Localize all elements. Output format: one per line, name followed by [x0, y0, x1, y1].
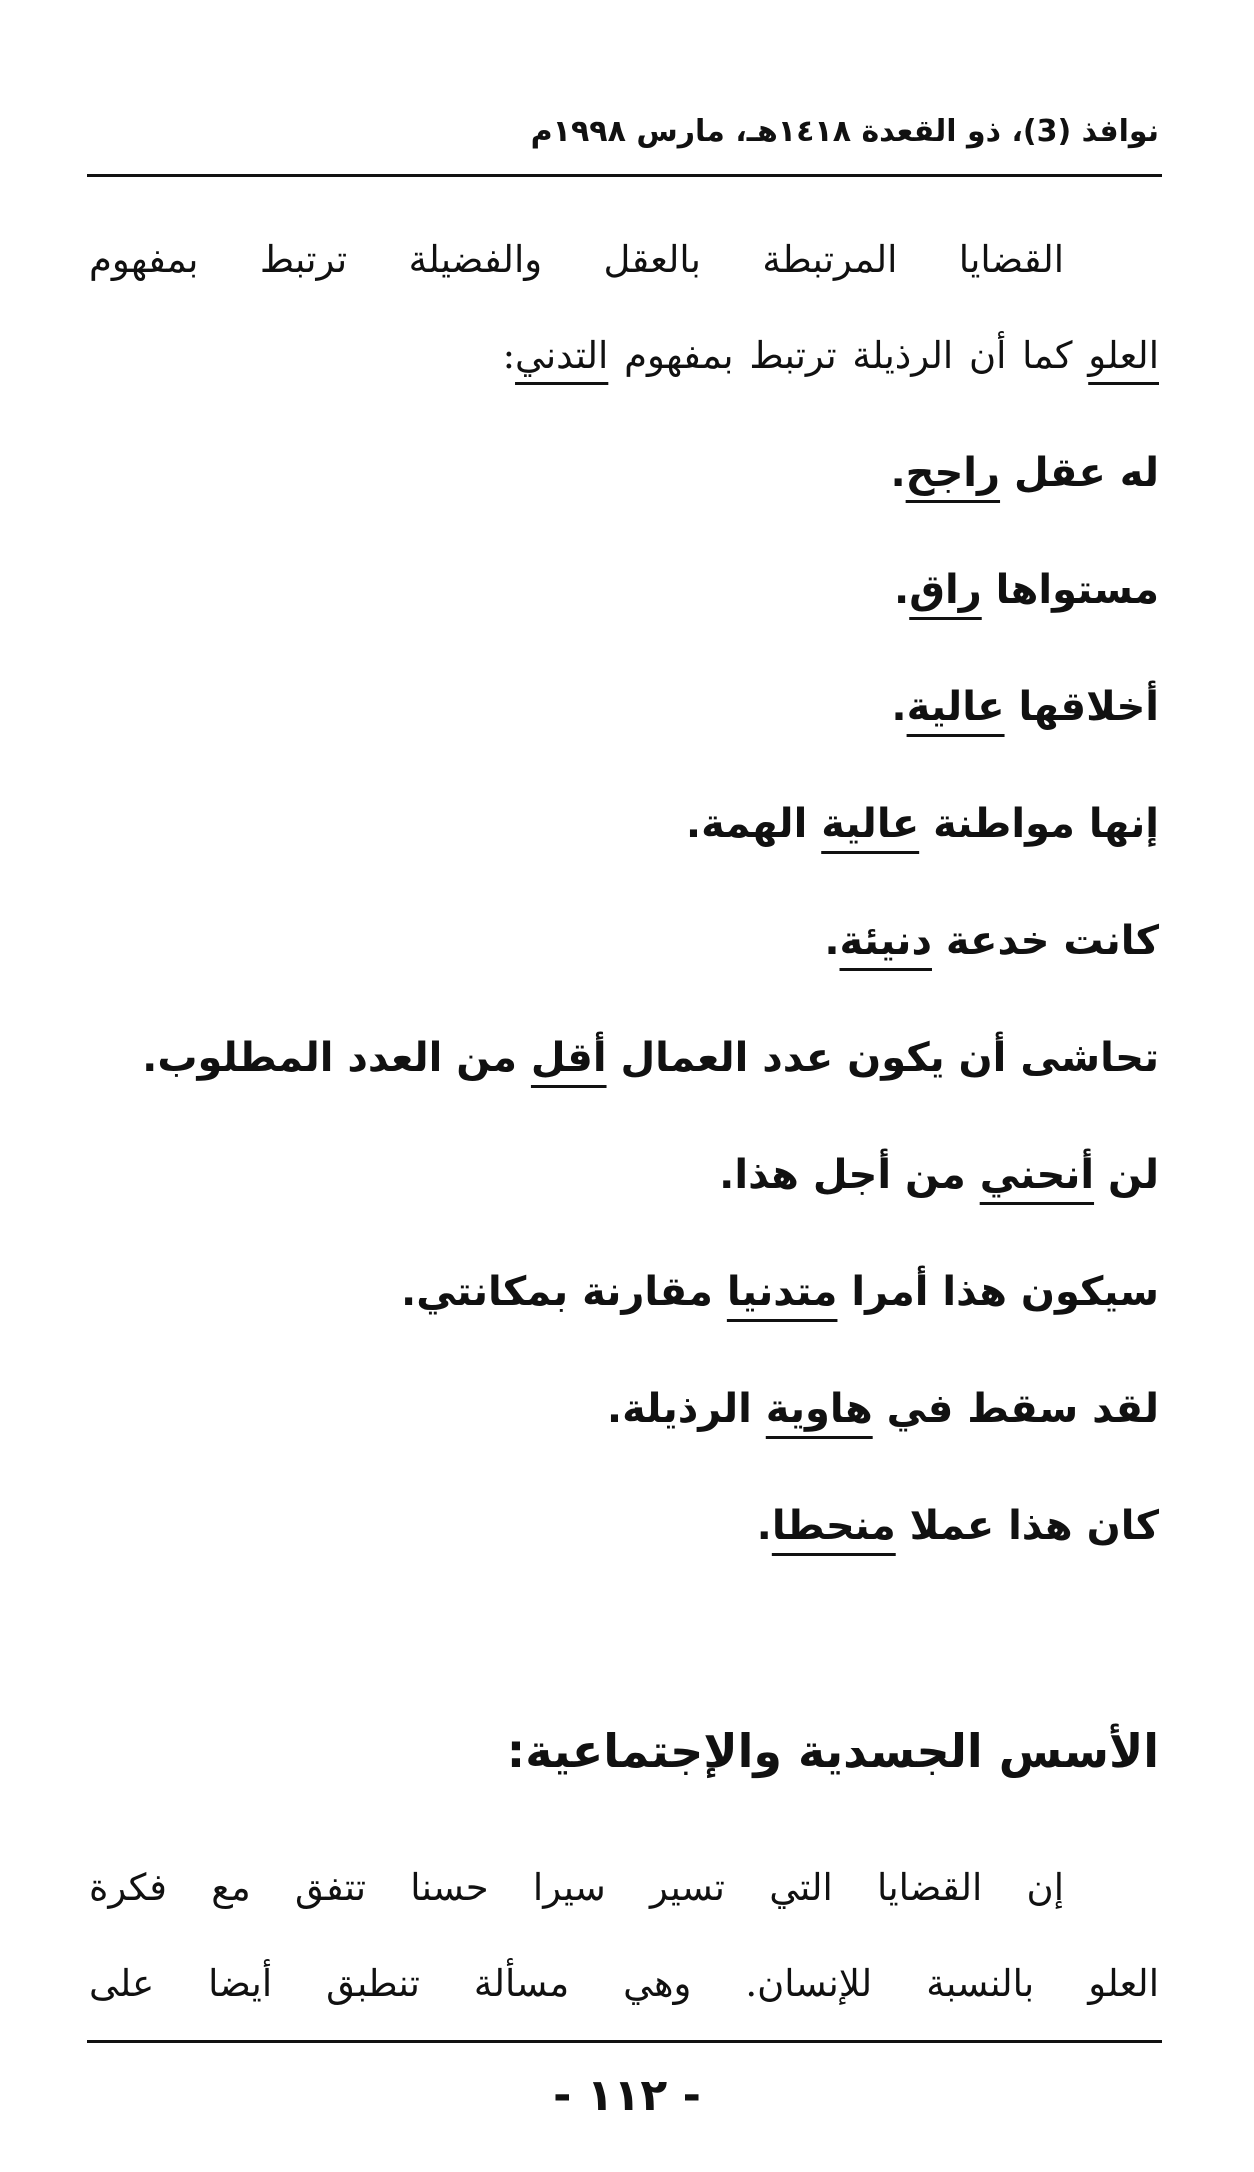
- intro-line-2-middle: كما أن الرذيلة ترتبط بمفهوم: [608, 334, 1089, 377]
- example-text: مستواها: [981, 567, 1159, 613]
- example-text: مقارنة بمكانتي.: [401, 1269, 727, 1315]
- underlined-term: دنيئة: [839, 918, 932, 964]
- underlined-term: راجح: [905, 450, 1001, 496]
- example-text: كانت خدعة: [931, 918, 1159, 964]
- example-sentence: [89, 1247, 1159, 1364]
- example-sentence: [89, 896, 1159, 1013]
- underlined-term: أنحني: [979, 1152, 1095, 1198]
- example-sentence: [89, 1481, 1159, 1598]
- underlined-term: عالية: [906, 684, 1005, 730]
- intro-line-1: القضايا المرتبطة بالعقل والفضيلة ترتبط بمفهوم: [89, 238, 1064, 281]
- underlined-term: منحطا: [771, 1503, 896, 1549]
- underlined-term: هاوية: [765, 1386, 873, 1432]
- example-text: .: [824, 918, 840, 964]
- section-line-1: إن القضايا التي تسير سيرا حسنا تتفق مع فكرة: [89, 1866, 1064, 1909]
- example-text: .: [756, 1503, 772, 1549]
- running-header: نوافذ (3)، ذو القعدة ١٤١٨هـ، مارس ١٩٩٨م: [530, 114, 1159, 149]
- example-text: أخلاقها: [1004, 684, 1159, 730]
- header-rule: [87, 174, 1162, 177]
- underlined-term: راق: [909, 567, 982, 613]
- intro-line-2-end: :: [502, 334, 516, 377]
- example-text: له عقل: [1000, 450, 1159, 496]
- example-text: من العدد المطلوب.: [142, 1035, 531, 1081]
- example-text: .: [894, 567, 910, 613]
- underlined-term: متدنيا: [726, 1269, 838, 1315]
- underlined-term: عالية: [821, 801, 920, 847]
- example-text: لن: [1094, 1152, 1159, 1198]
- example-text: لقد سقط في: [872, 1386, 1159, 1432]
- example-sentences: [89, 428, 1159, 1598]
- underlined-term: العلو: [1088, 334, 1159, 377]
- example-text: الرذيلة.: [606, 1386, 766, 1432]
- underlined-term: أقل: [530, 1035, 607, 1081]
- example-sentence: [89, 1013, 1159, 1130]
- example-sentence: [89, 1364, 1159, 1481]
- example-text: .: [890, 450, 906, 496]
- section-line-2: العلو بالنسبة للإنسان. وهي مسألة تنطبق أيضا على: [89, 1962, 1159, 2005]
- example-text: إنها مواطنة: [919, 801, 1159, 847]
- example-text: كان هذا عملا: [895, 1503, 1159, 1549]
- section-heading: الأسس الجسدية والإجتماعية:: [506, 1724, 1159, 1778]
- example-sentence: [89, 1130, 1159, 1247]
- example-sentence: [89, 662, 1159, 779]
- intro-line-2: [89, 308, 1159, 404]
- intro-paragraph: [89, 212, 1159, 404]
- example-text: سيكون هذا أمرا: [837, 1269, 1159, 1315]
- section-paragraph: [89, 1840, 1159, 2032]
- example-sentence: [89, 428, 1159, 545]
- page-number: - ١١٢ -: [553, 2070, 701, 2121]
- example-sentence: [89, 779, 1159, 896]
- example-text: من أجل هذا.: [719, 1152, 980, 1198]
- example-text: .: [891, 684, 907, 730]
- example-text: تحاشى أن يكون عدد العمال: [606, 1035, 1159, 1081]
- underlined-term: التدني: [515, 334, 609, 377]
- footer-rule: [87, 2040, 1162, 2043]
- example-sentence: [89, 545, 1159, 662]
- example-text: الهمة.: [685, 801, 822, 847]
